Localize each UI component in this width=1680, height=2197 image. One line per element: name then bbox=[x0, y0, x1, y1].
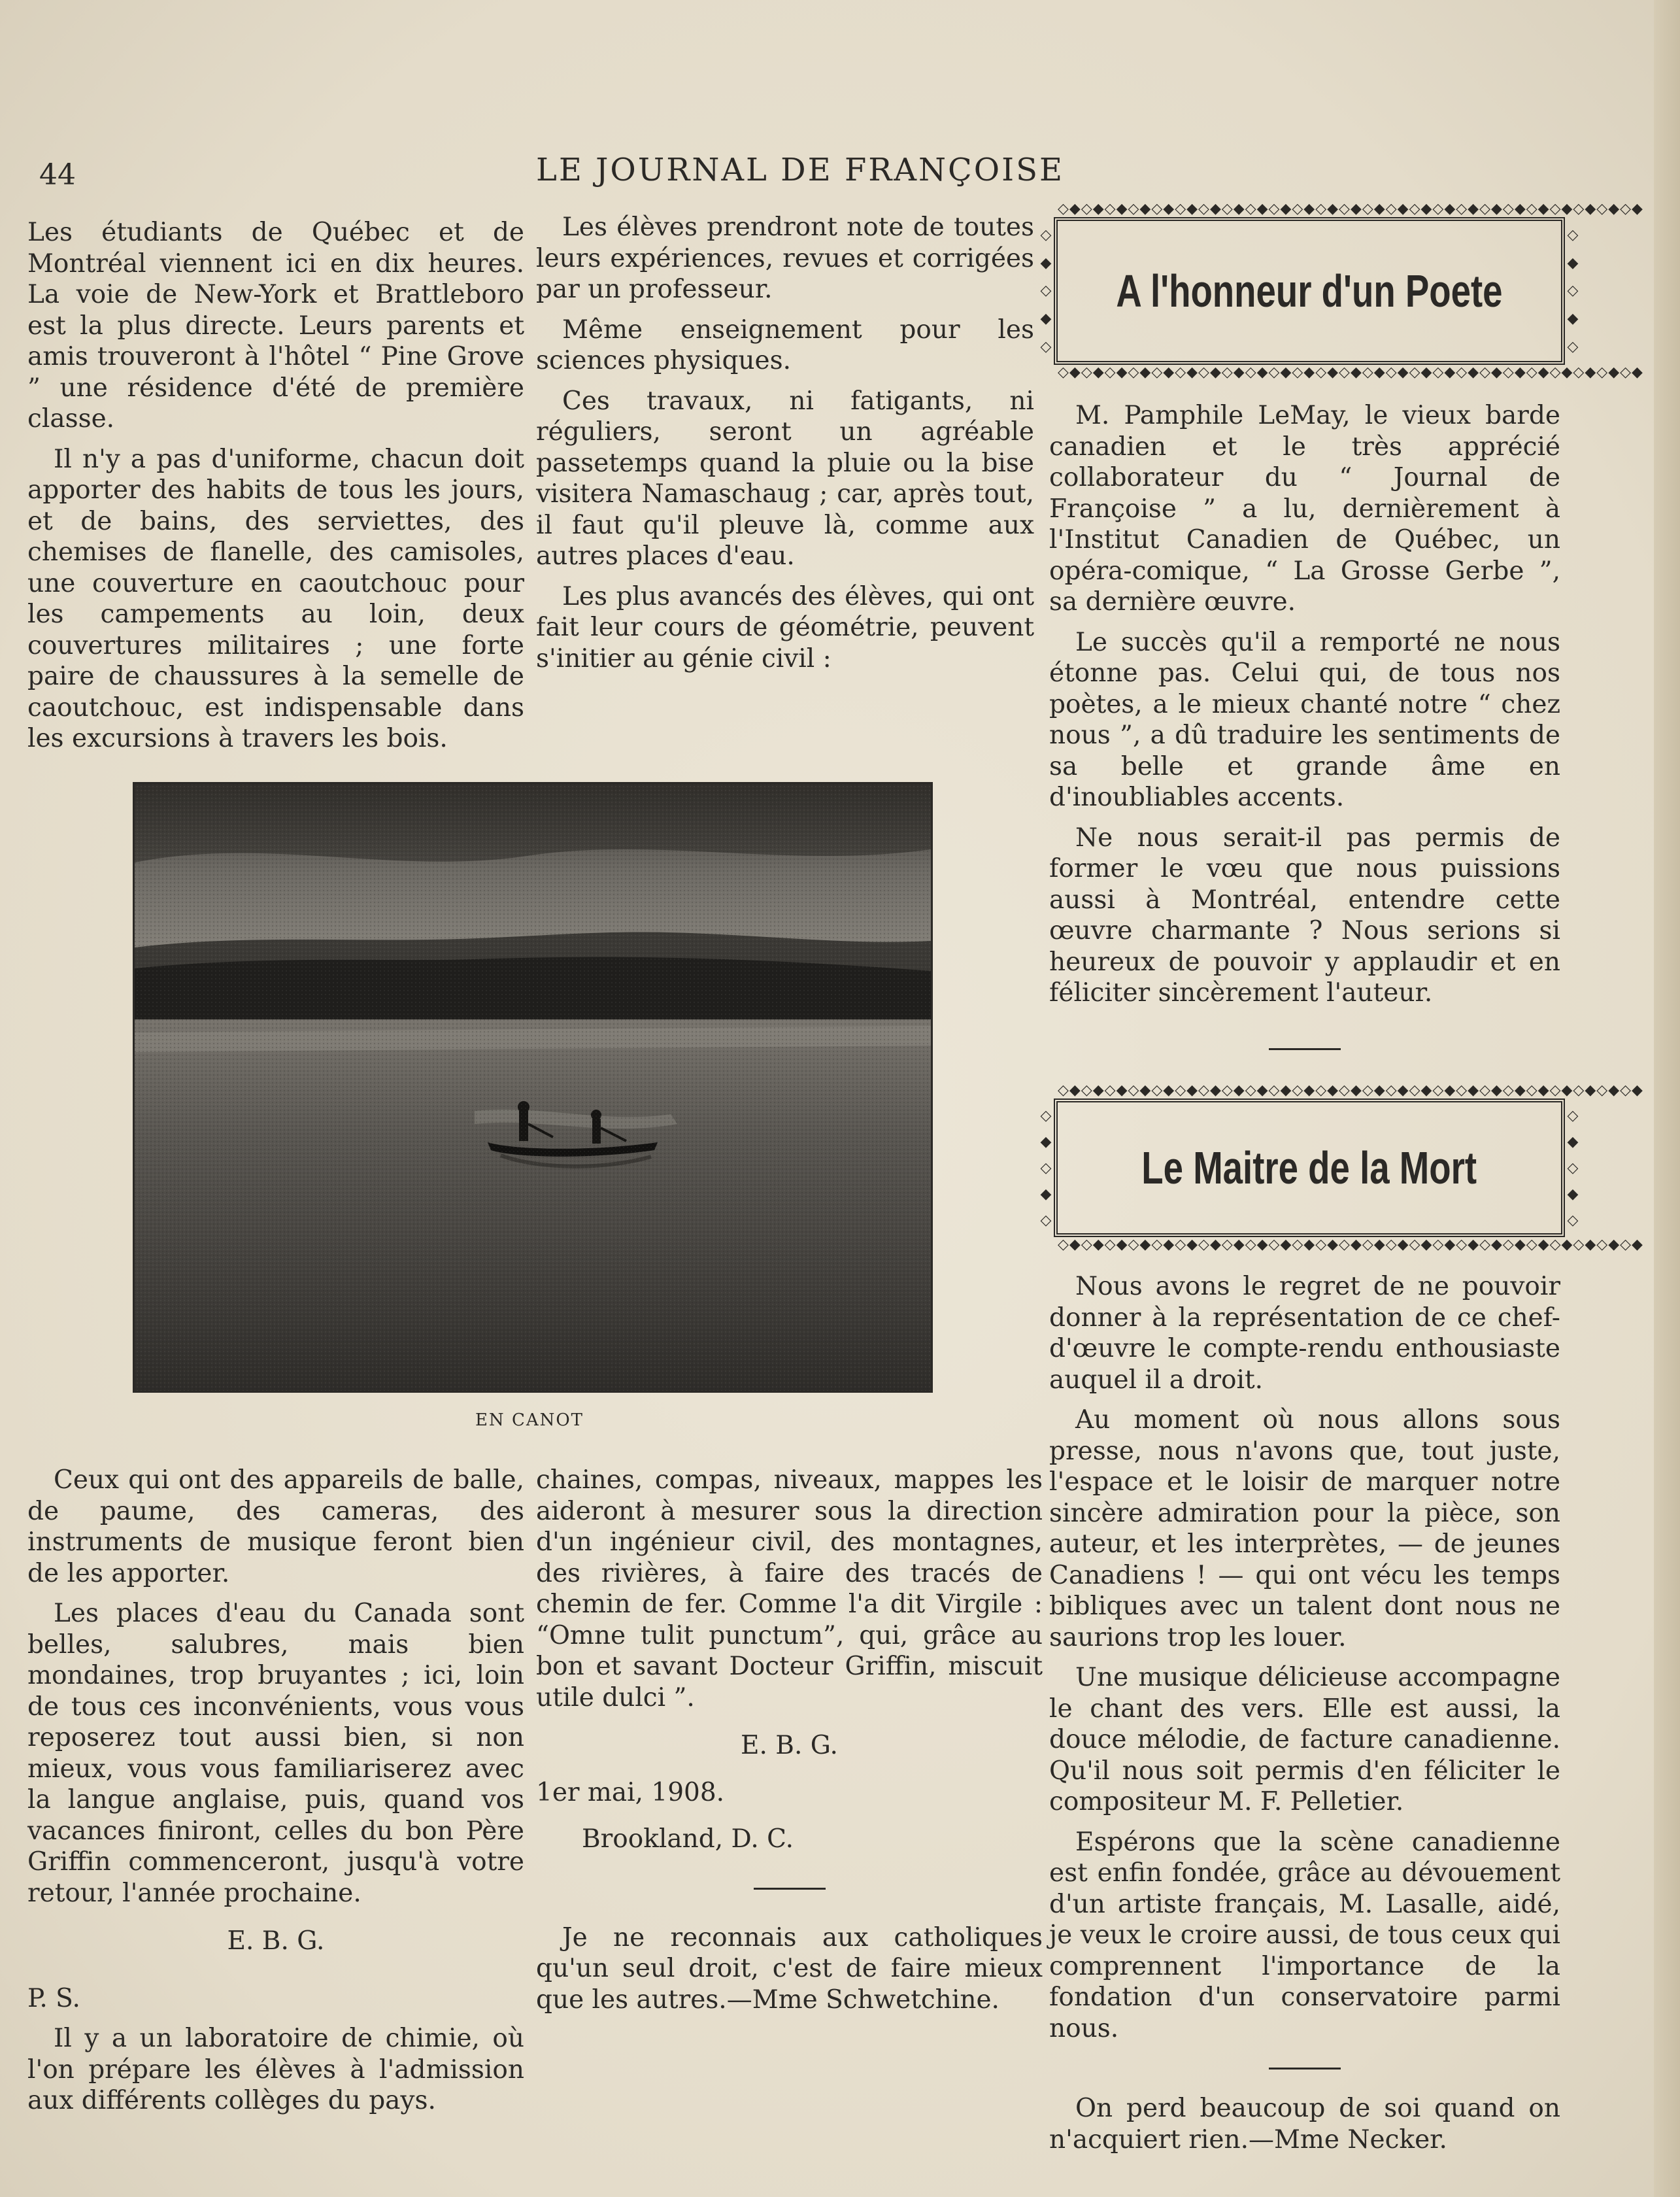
article-title-box-poete bbox=[1040, 201, 1643, 381]
page-header bbox=[0, 149, 1680, 195]
column-2-bottom bbox=[536, 1465, 1043, 2024]
diamond-border-left: ◇ ◆ ◇ ◆ ◇ bbox=[1040, 226, 1052, 356]
page-number: 44 bbox=[39, 158, 76, 192]
diamond-border-top: ◇◆◇◆◇◆◇◆◇◆◇◆◇◆◇◆◇◆◇◆◇◆◇◆◇◆◇◆◇◆◇◆◇◆◇◆◇◆◇◆◇◆◇◆◇◆◇◆◇◆ bbox=[1058, 201, 1643, 217]
paragraph: Une musique délicieuse accompagne le chant des vers. Elle est aussi, la douce mélodie, de facture canadienne. Qu'il nous soit permis d'en féliciter le compositeur M. F. Pelletier. bbox=[1049, 1663, 1560, 1816]
paragraph: chaines, compas, niveaux, mappes les aideront à mesurer sous la direction d'un ingénieur civil, des montagnes, des rivières, à faire des tracés de chemin de fer. Comme l'a dit Virgile : “Omne tulit punctum”, qui, grâce au bon et savant Docteur Griffin, miscuit utile dulci ”. bbox=[536, 1465, 1043, 1712]
diamond-border-right: ◇ ◆ ◇ ◆ ◇ bbox=[1567, 226, 1579, 356]
quote: On perd beaucoup de soi quand on n'acquiert rien.—Mme Necker. bbox=[1049, 2094, 1560, 2154]
ps-text: Il y a un laboratoire de chimie, où l'on prépare les élèves à l'admission aux différents collèges du pays. bbox=[27, 2024, 524, 2115]
paragraph: Au moment où nous allons sous presse, nous n'avons que, tout juste, l'espace et le loisir de marquer notre sincère admiration pour la pièce, son auteur, et les interprètes, — de jeunes Canadiens ! — qui ont vécu les temps bibliques avec un talent dont nous ne saurions trop les louer. bbox=[1049, 1405, 1560, 1652]
separator-rule bbox=[1269, 1048, 1341, 1050]
paragraph: Les plus avancés des élèves, qui ont fait leur cours de géométrie, peuvent s'initier au génie civil : bbox=[536, 581, 1034, 673]
signature: E. B. G. bbox=[741, 1731, 838, 1760]
diamond-border-left: ◇ ◆ ◇ ◆ ◇ bbox=[1040, 1107, 1052, 1229]
paragraph: Ne nous serait-il pas permis de former le vœu que nous puissions aussi à Montréal, entendre cette œuvre charmante ? Nous serions si heureux de pouvoir y applaudir et en féliciter sincèrement l'auteur. bbox=[1049, 823, 1560, 1008]
ps-label: P. S. bbox=[27, 1983, 80, 2013]
column-2-top bbox=[536, 212, 1034, 683]
paragraph: M. Pamphile LeMay, le vieux barde canadien et le très apprécié collaborateur du “ Journal de Françoise ” a lu, dernièrement à l'Institut Canadien de Québec, un opéra-comique, “ La Grosse Gerbe ”, sa dernière œuvre. bbox=[1049, 401, 1560, 617]
paragraph: Espérons que la scène canadienne est enfin fondée, grâce au dévouement d'un artiste français, M. Lasalle, aidé, je veux le croire aussi, de tous ceux qui comprennent l'importance de la fondation d'un conservatoire parmi nous. bbox=[1049, 1827, 1560, 2043]
paragraph: Ceux qui ont des appareils de balle, de paume, des cameras, des instruments de musique feront bien de les apporter. bbox=[27, 1465, 524, 1588]
diamond-border-bottom: ◇◆◇◆◇◆◇◆◇◆◇◆◇◆◇◆◇◆◇◆◇◆◇◆◇◆◇◆◇◆◇◆◇◆◇◆◇◆◇◆◇◆◇◆◇◆◇◆◇◆ bbox=[1058, 364, 1643, 381]
column-1-top bbox=[27, 217, 524, 764]
paragraph: Les élèves prendront note de toutes leurs expériences, revues et corrigées par un professeur. bbox=[536, 213, 1034, 304]
photo-caption: EN CANOT bbox=[475, 1410, 584, 1430]
photo-canoe-lake bbox=[133, 782, 933, 1393]
article-poete-body bbox=[1049, 400, 1560, 1070]
diamond-border-right: ◇ ◆ ◇ ◆ ◇ bbox=[1567, 1107, 1579, 1229]
diamond-border-bottom: ◇◆◇◆◇◆◇◆◇◆◇◆◇◆◇◆◇◆◇◆◇◆◇◆◇◆◇◆◇◆◇◆◇◆◇◆◇◆◇◆◇◆◇◆◇◆◇◆◇◆ bbox=[1058, 1236, 1643, 1253]
paragraph: Les places d'eau du Canada sont belles, salubres, mais bien mondaines, trop bruyantes ; ici, loin de tous ces inconvénients, vous vous reposerez tout aussi bien, si non mieux, vous vous familiariserez avec la langue anglaise, puis, quand vos vacances finiront, celles du bon Père Griffin commenceront, jusqu'à votre retour, l'année prochaine. bbox=[27, 1599, 524, 1908]
separator-rule bbox=[754, 1888, 826, 1890]
quote: Je ne reconnais aux catholiques qu'un seul droit, c'est de faire mieux que les autres.—Mme Schwetchine. bbox=[536, 1922, 1043, 2015]
separator-rule bbox=[1269, 2068, 1341, 2069]
paragraph: Même enseignement pour les sciences physiques. bbox=[536, 315, 1034, 375]
article-mort-body bbox=[1049, 1271, 1560, 2164]
signature: E. B. G. bbox=[227, 1926, 325, 1956]
diamond-border-top: ◇◆◇◆◇◆◇◆◇◆◇◆◇◆◇◆◇◆◇◆◇◆◇◆◇◆◇◆◇◆◇◆◇◆◇◆◇◆◇◆◇◆◇◆◇◆◇◆◇◆ bbox=[1058, 1082, 1643, 1098]
paragraph: Il n'y a pas d'uniforme, chacun doit apporter des habits de tous les jours, et de bains, des serviettes, des chemises de flanelle, des camisoles, une couverture en caoutchouc pour les campements au loin, deux couvertures militaires ; une forte paire de chaussures à la semelle de caoutchouc, est indispensable dans les excursions à travers les bois. bbox=[27, 444, 524, 753]
paragraph: Le succès qu'il a remporté ne nous étonne pas. Celui qui, de tous nos poètes, a le mieux chanté notre “ chez nous ”, a dû traduire les sentiments de sa belle et grande âme en d'inoubliables accents. bbox=[1049, 627, 1560, 812]
page-edge-shadow bbox=[1654, 0, 1680, 2197]
article-title-box-mort bbox=[1040, 1082, 1643, 1253]
place-line: Brookland, D. C. bbox=[582, 1824, 794, 1854]
running-title: LE JOURNAL DE FRANÇOISE bbox=[536, 152, 1065, 188]
article-title: Le Maitre de la Mort bbox=[1141, 1142, 1477, 1193]
date-line: 1er mai, 1908. bbox=[536, 1777, 725, 1807]
paragraph: Les étudiants de Québec et de Montréal viennent ici en dix heures. La voie de New-York et Brattleboro est la plus directe. Leurs parents et amis trouveront à l'hôtel “ Pine Grove ” une résidence d'été de première classe. bbox=[27, 218, 524, 434]
paragraph: Nous avons le regret de ne pouvoir donner à la représentation de ce chef-d'œuvre le compte-rendu enthousiaste auquel il a droit. bbox=[1049, 1272, 1560, 1395]
column-1-bottom bbox=[27, 1465, 524, 2126]
paragraph: Ces travaux, ni fatigants, ni réguliers, seront un agréable passetemps quand la pluie ou la bise visitera Namaschaug ; car, après tout, il faut qu'il pleuve là, comme aux autres places d'eau. bbox=[536, 386, 1034, 571]
article-title: A l'honneur d'un Poete bbox=[1116, 265, 1503, 316]
canoe-photo-image bbox=[135, 784, 931, 1391]
